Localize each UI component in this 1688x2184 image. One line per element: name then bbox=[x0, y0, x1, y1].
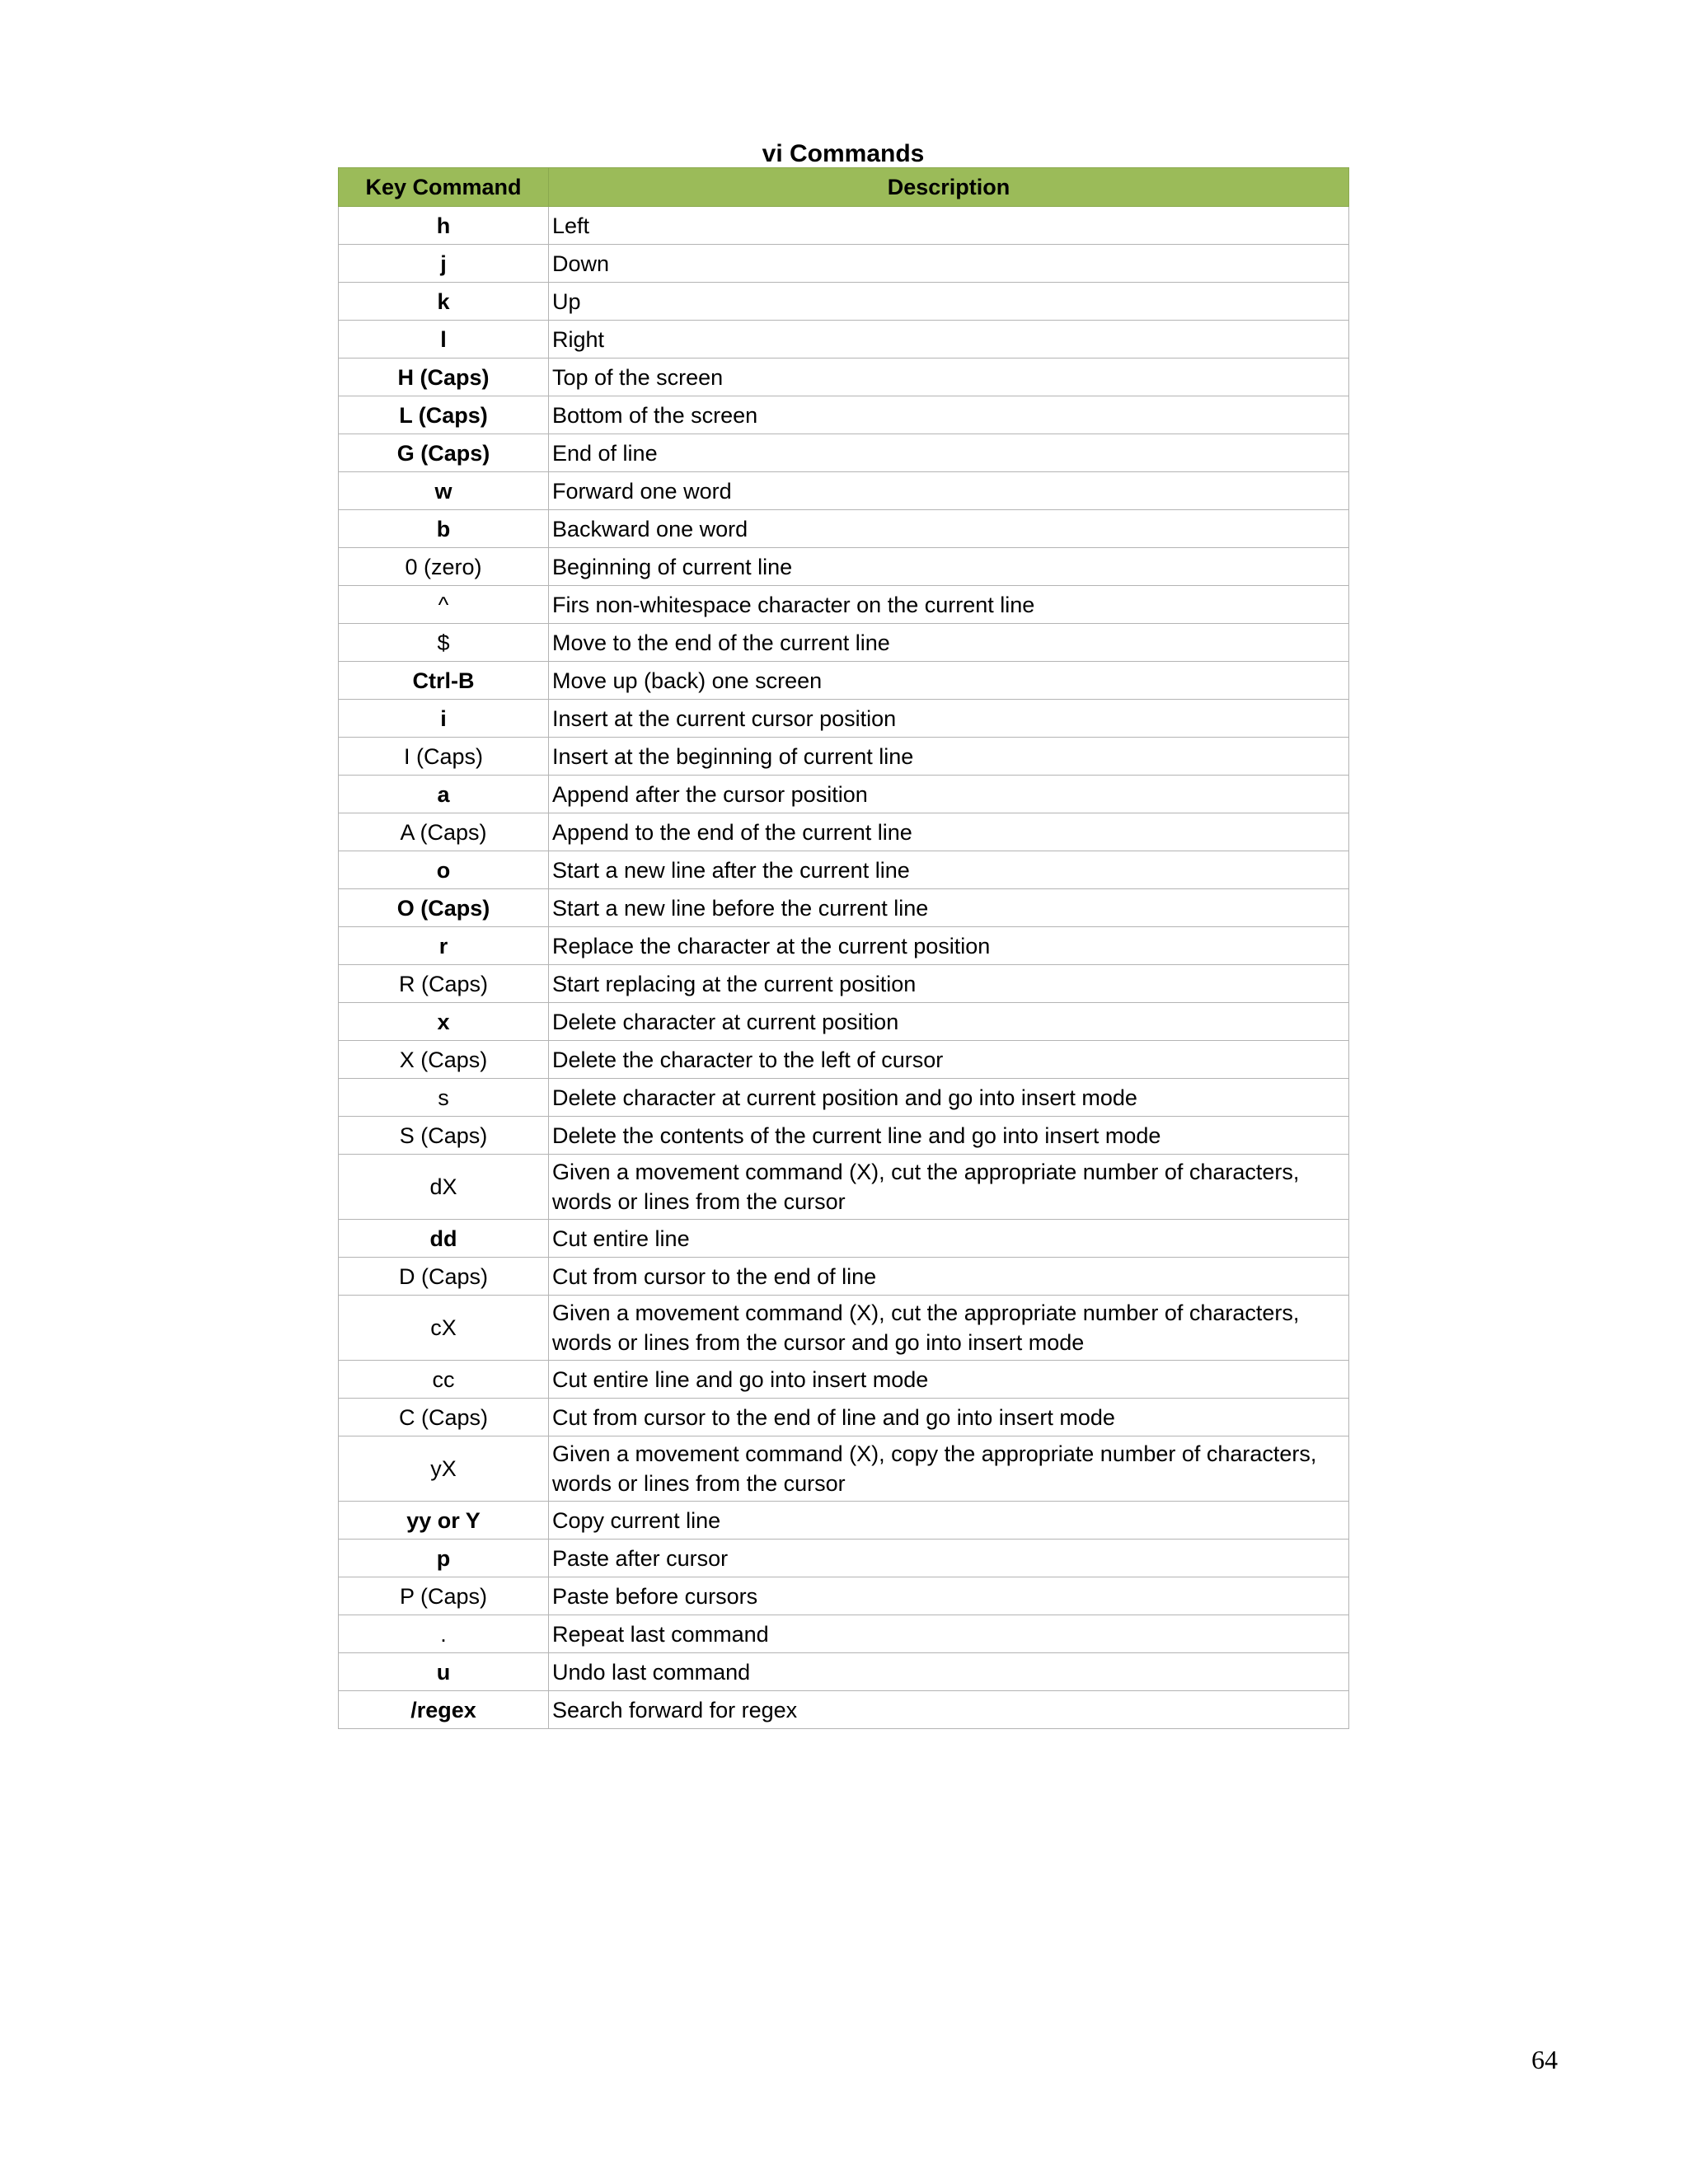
description-cell: Given a movement command (X), cut the appropriate number of characters, words or lines from the cursor and go into insert mode bbox=[549, 1296, 1349, 1361]
key-command-cell: /regex bbox=[339, 1691, 549, 1729]
key-command-cell: a bbox=[339, 776, 549, 813]
description-cell: Right bbox=[549, 321, 1349, 359]
table-row bbox=[339, 321, 1349, 359]
key-command-cell: dd bbox=[339, 1220, 549, 1258]
table-body bbox=[339, 207, 1349, 1729]
key-command-cell: X (Caps) bbox=[339, 1041, 549, 1079]
table-row bbox=[339, 1691, 1349, 1729]
description-cell: Paste after cursor bbox=[549, 1540, 1349, 1577]
table-row bbox=[339, 927, 1349, 965]
description-cell: Given a movement command (X), copy the appropriate number of characters, words or lines from the cursor bbox=[549, 1436, 1349, 1502]
description-cell: Copy current line bbox=[549, 1502, 1349, 1540]
key-command-cell: $ bbox=[339, 624, 549, 662]
key-command-cell: S (Caps) bbox=[339, 1117, 549, 1155]
table-header-row bbox=[339, 168, 1349, 207]
key-command-cell: R (Caps) bbox=[339, 965, 549, 1003]
description-cell: Bottom of the screen bbox=[549, 396, 1349, 434]
key-command-cell: cX bbox=[339, 1296, 549, 1361]
description-cell: Undo last command bbox=[549, 1653, 1349, 1691]
description-cell: Search forward for regex bbox=[549, 1691, 1349, 1729]
description-cell: Start a new line before the current line bbox=[549, 889, 1349, 927]
table-row bbox=[339, 510, 1349, 548]
table-row bbox=[339, 1502, 1349, 1540]
key-command-cell: k bbox=[339, 283, 549, 321]
description-cell: Start a new line after the current line bbox=[549, 851, 1349, 889]
description-cell: Cut from cursor to the end of line and go into insert mode bbox=[549, 1399, 1349, 1436]
key-command-cell: yy or Y bbox=[339, 1502, 549, 1540]
key-command-cell: yX bbox=[339, 1436, 549, 1502]
key-command-cell: ^ bbox=[339, 586, 549, 624]
description-cell: Repeat last command bbox=[549, 1615, 1349, 1653]
description-cell: Insert at the current cursor position bbox=[549, 700, 1349, 738]
table-row bbox=[339, 1540, 1349, 1577]
description-cell: Move up (back) one screen bbox=[549, 662, 1349, 700]
table-row bbox=[339, 207, 1349, 245]
key-command-cell: I (Caps) bbox=[339, 738, 549, 776]
table-row bbox=[339, 738, 1349, 776]
description-cell: Append to the end of the current line bbox=[549, 813, 1349, 851]
table-row bbox=[339, 359, 1349, 396]
table-row bbox=[339, 1615, 1349, 1653]
key-command-cell: o bbox=[339, 851, 549, 889]
table-row bbox=[339, 813, 1349, 851]
key-command-cell: G (Caps) bbox=[339, 434, 549, 472]
description-cell: Firs non-whitespace character on the current line bbox=[549, 586, 1349, 624]
description-cell: Delete character at current position bbox=[549, 1003, 1349, 1041]
key-command-cell: l bbox=[339, 321, 549, 359]
table-row bbox=[339, 548, 1349, 586]
vi-commands-table bbox=[338, 167, 1349, 1729]
table-row bbox=[339, 1399, 1349, 1436]
table-row bbox=[339, 396, 1349, 434]
table-row bbox=[339, 1220, 1349, 1258]
table-row bbox=[339, 1079, 1349, 1117]
table-row bbox=[339, 889, 1349, 927]
key-command-cell: H (Caps) bbox=[339, 359, 549, 396]
table-row bbox=[339, 586, 1349, 624]
table-row bbox=[339, 1117, 1349, 1155]
table-row bbox=[339, 1436, 1349, 1502]
key-command-cell: w bbox=[339, 472, 549, 510]
description-cell: Delete the character to the left of cursor bbox=[549, 1041, 1349, 1079]
description-cell: Paste before cursors bbox=[549, 1577, 1349, 1615]
column-header-description: Description bbox=[549, 168, 1349, 207]
key-command-cell: O (Caps) bbox=[339, 889, 549, 927]
description-cell: Delete the contents of the current line and go into insert mode bbox=[549, 1117, 1349, 1155]
description-cell: Cut entire line bbox=[549, 1220, 1349, 1258]
table-row bbox=[339, 1296, 1349, 1361]
description-cell: Up bbox=[549, 283, 1349, 321]
description-cell: Top of the screen bbox=[549, 359, 1349, 396]
key-command-cell: s bbox=[339, 1079, 549, 1117]
table-row bbox=[339, 662, 1349, 700]
description-cell: Beginning of current line bbox=[549, 548, 1349, 586]
key-command-cell: u bbox=[339, 1653, 549, 1691]
key-command-cell: 0 (zero) bbox=[339, 548, 549, 586]
key-command-cell: cc bbox=[339, 1361, 549, 1399]
key-command-cell: L (Caps) bbox=[339, 396, 549, 434]
key-command-cell: j bbox=[339, 245, 549, 283]
table-row bbox=[339, 283, 1349, 321]
description-cell: Left bbox=[549, 207, 1349, 245]
description-cell: Append after the cursor position bbox=[549, 776, 1349, 813]
key-command-cell: r bbox=[339, 927, 549, 965]
page-number: 64 bbox=[1531, 2045, 1558, 2074]
key-command-cell: x bbox=[339, 1003, 549, 1041]
key-command-cell: Ctrl-B bbox=[339, 662, 549, 700]
table-row bbox=[339, 965, 1349, 1003]
key-command-cell: P (Caps) bbox=[339, 1577, 549, 1615]
key-command-cell: p bbox=[339, 1540, 549, 1577]
table-row bbox=[339, 245, 1349, 283]
description-cell: Cut entire line and go into insert mode bbox=[549, 1361, 1349, 1399]
document-title: vi Commands bbox=[762, 140, 925, 167]
key-command-cell: i bbox=[339, 700, 549, 738]
description-cell: Move to the end of the current line bbox=[549, 624, 1349, 662]
description-cell: Down bbox=[549, 245, 1349, 283]
description-cell: Replace the character at the current position bbox=[549, 927, 1349, 965]
description-cell: End of line bbox=[549, 434, 1349, 472]
description-cell: Forward one word bbox=[549, 472, 1349, 510]
key-command-cell: h bbox=[339, 207, 549, 245]
table-row bbox=[339, 1041, 1349, 1079]
key-command-cell: b bbox=[339, 510, 549, 548]
table-row bbox=[339, 624, 1349, 662]
table-row bbox=[339, 472, 1349, 510]
table-row bbox=[339, 1003, 1349, 1041]
table-row bbox=[339, 1577, 1349, 1615]
table-row bbox=[339, 776, 1349, 813]
description-cell: Cut from cursor to the end of line bbox=[549, 1258, 1349, 1296]
table-row bbox=[339, 700, 1349, 738]
table-row bbox=[339, 1653, 1349, 1691]
description-cell: Given a movement command (X), cut the appropriate number of characters, words or lines from the cursor bbox=[549, 1155, 1349, 1220]
table-row bbox=[339, 1361, 1349, 1399]
key-command-cell: . bbox=[339, 1615, 549, 1653]
description-cell: Delete character at current position and go into insert mode bbox=[549, 1079, 1349, 1117]
table-row bbox=[339, 1258, 1349, 1296]
column-header-key-command: Key Command bbox=[339, 168, 549, 207]
table-row bbox=[339, 434, 1349, 472]
key-command-cell: dX bbox=[339, 1155, 549, 1220]
description-cell: Insert at the beginning of current line bbox=[549, 738, 1349, 776]
table-row bbox=[339, 851, 1349, 889]
key-command-cell: A (Caps) bbox=[339, 813, 549, 851]
key-command-cell: C (Caps) bbox=[339, 1399, 549, 1436]
key-command-cell: D (Caps) bbox=[339, 1258, 549, 1296]
description-cell: Start replacing at the current position bbox=[549, 965, 1349, 1003]
description-cell: Backward one word bbox=[549, 510, 1349, 548]
table-row bbox=[339, 1155, 1349, 1220]
